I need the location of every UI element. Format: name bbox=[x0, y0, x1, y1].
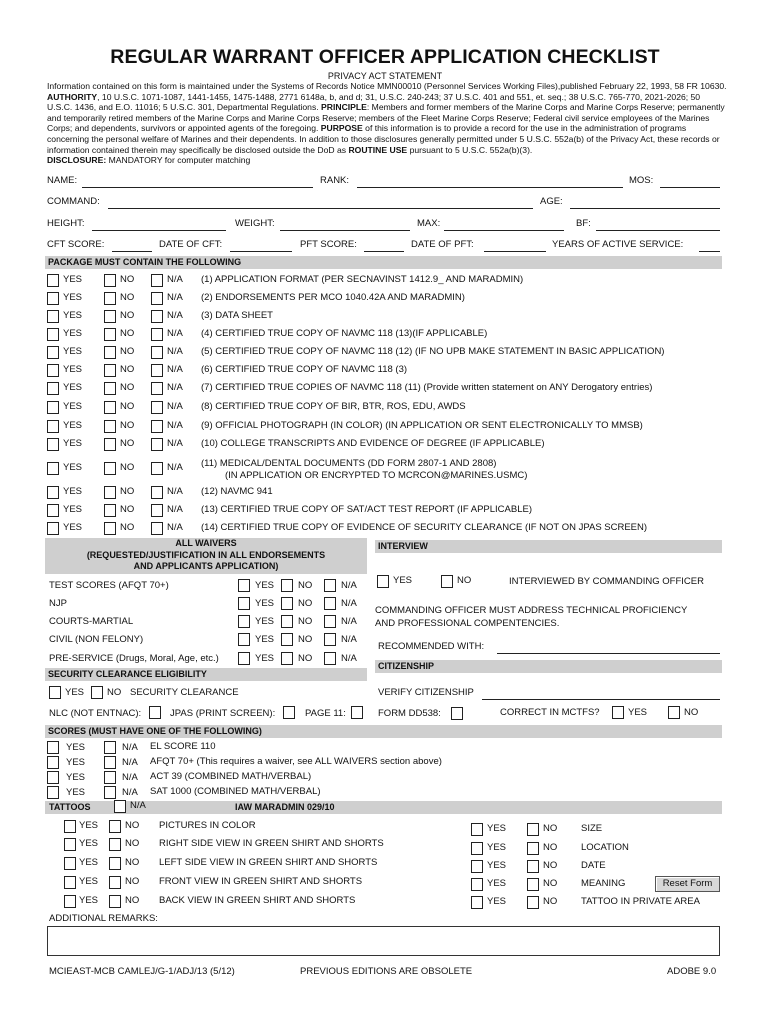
waivers-heading-line2: (REQUESTED/JUSTIFICATION IN ALL ENDORSEMENTS bbox=[86, 549, 326, 560]
package-item-3-yes-label: YES bbox=[63, 310, 83, 321]
package-item-5-yes-checkbox[interactable] bbox=[47, 346, 59, 359]
package-item-7-yes-checkbox[interactable] bbox=[47, 382, 59, 395]
date-cft-label: DATE OF CFT: bbox=[159, 239, 223, 250]
page-title: REGULAR WARRANT OFFICER APPLICATION CHECKLIST bbox=[110, 46, 660, 68]
mctfs-yes-label: YES bbox=[628, 707, 648, 718]
score-4-na-checkbox[interactable] bbox=[104, 786, 116, 799]
additional-remarks-label: ADDITIONAL REMARKS: bbox=[49, 913, 158, 924]
package-item-13-no-label: NO bbox=[120, 504, 135, 515]
package-item-2-no-checkbox[interactable] bbox=[104, 292, 116, 305]
years-service-field[interactable] bbox=[699, 251, 720, 252]
waiver-row-2-yes-label: YES bbox=[255, 598, 275, 609]
package-item-13-no-checkbox[interactable] bbox=[104, 504, 116, 517]
security-yes-checkbox[interactable] bbox=[49, 686, 61, 699]
score-2-na-checkbox[interactable] bbox=[104, 756, 116, 769]
package-item-4-no-checkbox[interactable] bbox=[104, 328, 116, 341]
mctfs-yes-checkbox[interactable] bbox=[612, 706, 624, 719]
package-item-9-text: (9) OFFICIAL PHOTOGRAPH (IN COLOR) (IN APPLICATION OR SENT ELECTRONICALLY TO MMSB) bbox=[201, 420, 643, 431]
waiver-row-5-yes-checkbox[interactable] bbox=[238, 652, 250, 665]
interviewed-by-co-label: INTERVIEWED BY COMMANDING OFFICER bbox=[509, 576, 704, 587]
weight-field[interactable] bbox=[280, 230, 410, 231]
package-item-12-na-label: N/A bbox=[167, 486, 183, 497]
tattoo-right-3-text: DATE bbox=[581, 860, 606, 871]
max-field[interactable] bbox=[444, 230, 564, 231]
tattoo-left-2-no-label: NO bbox=[125, 838, 140, 849]
package-item-7-no-label: NO bbox=[120, 382, 135, 393]
tattoos-heading-bar bbox=[45, 801, 722, 814]
package-item-6-text: (6) CERTIFIED TRUE COPY OF NAVMC 118 (3) bbox=[201, 364, 408, 375]
reset-form-button[interactable]: Reset Form bbox=[655, 876, 720, 892]
tattoo-left-1-no-label: NO bbox=[125, 820, 140, 831]
package-item-3-na-checkbox[interactable] bbox=[151, 310, 163, 323]
package-item-4-na-checkbox[interactable] bbox=[151, 328, 163, 341]
package-item-7-na-checkbox[interactable] bbox=[151, 382, 163, 395]
waiver-row-5-na-label: N/A bbox=[341, 653, 357, 664]
tattoo-left-4-yes-checkbox[interactable] bbox=[64, 876, 76, 889]
security-no-checkbox[interactable] bbox=[91, 686, 103, 699]
package-item-3-na-label: N/A bbox=[167, 310, 183, 321]
package-item-2-no-label: NO bbox=[120, 292, 135, 303]
tattoos-na-label: N/A bbox=[130, 800, 146, 811]
waiver-row-1-no-checkbox[interactable] bbox=[281, 579, 293, 592]
tattoo-left-5-text: BACK VIEW IN GREEN SHIRT AND SHORTS bbox=[159, 895, 356, 906]
rank-field[interactable] bbox=[357, 187, 623, 188]
privacy-text: , 10 U.S.C. 1071-1087, 1441-1455, 1475-1488, 2771 6148a, b, and d; 31, U.S.C. 240-243; 37 U.S.C. 401 and 551, et. seq.; 38 U.S.C. 765-770, 2021-2026; 50 U.S.C. 1436, and E.O. 11016; 5 U.S.C. 301, Departmental Regulations. bbox=[47, 91, 701, 113]
score-1-yes-label: YES bbox=[66, 742, 86, 753]
tattoo-right-2-text: LOCATION bbox=[581, 842, 629, 853]
package-item-13-yes-checkbox[interactable] bbox=[47, 504, 59, 517]
tattoo-right-2-yes-label: YES bbox=[487, 842, 507, 853]
package-item-3-yes-checkbox[interactable] bbox=[47, 310, 59, 323]
waiver-row-3-no-checkbox[interactable] bbox=[281, 615, 293, 628]
date-cft-field[interactable] bbox=[230, 251, 292, 252]
score-3-na-checkbox[interactable] bbox=[104, 771, 116, 784]
tattoo-right-2-no-label: NO bbox=[543, 842, 558, 853]
package-item-11-na-checkbox[interactable] bbox=[151, 462, 163, 475]
score-2-na-label: N/A bbox=[122, 757, 138, 768]
disclosure-label: DISCLOSURE: bbox=[47, 155, 107, 166]
package-item-4-na-label: N/A bbox=[167, 328, 183, 339]
package-item-8-yes-label: YES bbox=[63, 401, 83, 412]
height-field[interactable] bbox=[92, 230, 226, 231]
score-4-text: SAT 1000 (COMBINED MATH/VERBAL) bbox=[150, 786, 321, 797]
tattoo-left-2-text: RIGHT SIDE VIEW IN GREEN SHIRT AND SHORTS bbox=[159, 838, 384, 849]
package-item-5-no-checkbox[interactable] bbox=[104, 346, 116, 359]
package-item-4-yes-label: YES bbox=[63, 328, 83, 339]
package-item-5-yes-label: YES bbox=[63, 346, 83, 357]
score-4-na-label: N/A bbox=[122, 787, 138, 798]
principle-label: PRINCIPLE bbox=[321, 102, 367, 113]
privacy-heading: PRIVACY ACT STATEMENT bbox=[327, 71, 443, 81]
waiver-row-4-na-label: N/A bbox=[341, 634, 357, 645]
waiver-row-5-no-label: NO bbox=[298, 653, 313, 664]
verify-citizenship-field[interactable] bbox=[482, 699, 720, 700]
package-item-12-na-checkbox[interactable] bbox=[151, 486, 163, 499]
package-item-14-no-label: NO bbox=[120, 522, 135, 533]
waiver-row-2-yes-checkbox[interactable] bbox=[238, 597, 250, 610]
tattoo-right-3-no-label: NO bbox=[543, 860, 558, 871]
cft-score-field[interactable] bbox=[112, 251, 152, 252]
score-3-na-label: N/A bbox=[122, 772, 138, 783]
package-item-8-no-label: NO bbox=[120, 401, 135, 412]
tattoo-right-4-text: MEANING bbox=[581, 878, 626, 889]
waiver-row-3-label: COURTS-MARTIAL bbox=[49, 616, 134, 627]
package-item-9-na-checkbox[interactable] bbox=[151, 420, 163, 433]
recommended-with-label: RECOMMENDED WITH: bbox=[378, 641, 485, 652]
package-item-6-no-label: NO bbox=[120, 364, 135, 375]
privacy-text: pursuant to 5 U.S.C. 552a(b)(3). bbox=[409, 144, 533, 155]
package-item-13-text: (13) CERTIFIED TRUE COPY OF SAT/ACT TEST REPORT (IF APPLICABLE) bbox=[201, 504, 532, 515]
package-item-6-na-label: N/A bbox=[167, 364, 183, 375]
package-item-3-text: (3) DATA SHEET bbox=[201, 310, 273, 321]
package-item-5-text: (5) CERTIFIED TRUE COPY OF NAVMC 118 (12) (IF NO UPB MAKE STATEMENT IN BASIC APPLICATION) bbox=[201, 346, 665, 357]
package-item-1-na-label: N/A bbox=[167, 274, 183, 285]
tattoos-heading: TATTOOS bbox=[49, 802, 91, 812]
tattoo-left-4-no-checkbox[interactable] bbox=[109, 876, 121, 889]
package-item-3-no-label: NO bbox=[120, 310, 135, 321]
jpas-checkbox[interactable] bbox=[283, 706, 295, 719]
package-item-10-na-checkbox[interactable] bbox=[151, 438, 163, 451]
waiver-row-3-yes-label: YES bbox=[255, 616, 275, 627]
tattoo-left-4-no-label: NO bbox=[125, 876, 140, 887]
bf-field[interactable] bbox=[596, 230, 720, 231]
rank-label: RANK: bbox=[320, 175, 350, 186]
package-item-9-na-label: N/A bbox=[167, 420, 183, 431]
interview-heading: INTERVIEW bbox=[375, 540, 722, 553]
waivers-heading bbox=[45, 538, 367, 574]
package-item-7-text: (7) CERTIFIED TRUE COPIES OF NAVMC 118 (11) (Provide written statement on ANY Derogatory entries) bbox=[201, 382, 653, 393]
mctfs-no-checkbox[interactable] bbox=[668, 706, 680, 719]
tattoo-left-3-no-checkbox[interactable] bbox=[109, 857, 121, 870]
tattoo-right-4-no-label: NO bbox=[543, 878, 558, 889]
package-item-13-na-checkbox[interactable] bbox=[151, 504, 163, 517]
package-item-6-no-checkbox[interactable] bbox=[104, 364, 116, 377]
waiver-row-4-na-checkbox[interactable] bbox=[324, 633, 336, 646]
package-item-11-na-label: N/A bbox=[167, 462, 183, 473]
package-item-14-yes-label: YES bbox=[63, 522, 83, 533]
waiver-row-3-no-label: NO bbox=[298, 616, 313, 627]
tattoo-right-5-no-checkbox[interactable] bbox=[527, 896, 539, 909]
package-item-2-text: (2) ENDORSEMENTS PER MCO 1040.42A AND MARADMIN) bbox=[201, 292, 465, 303]
mos-field[interactable] bbox=[660, 187, 720, 188]
package-item-13-yes-label: YES bbox=[63, 504, 83, 515]
score-1-text: EL SCORE 110 bbox=[150, 741, 216, 752]
package-item-12-no-label: NO bbox=[120, 486, 135, 497]
package-item-14-na-label: N/A bbox=[167, 522, 183, 533]
score-4-yes-label: YES bbox=[66, 787, 86, 798]
score-1-na-label: N/A bbox=[122, 742, 138, 753]
waiver-row-1-na-checkbox[interactable] bbox=[324, 579, 336, 592]
authority-label: AUTHORITY bbox=[47, 91, 98, 102]
security-no-label: NO bbox=[107, 687, 122, 698]
package-item-14-text: (14) CERTIFIED TRUE COPY OF EVIDENCE OF SECURITY CLEARANCE (IF NOT ON JPAS SCREEN) bbox=[201, 522, 648, 533]
tattoo-right-2-no-checkbox[interactable] bbox=[527, 842, 539, 855]
security-heading: SECURITY CLEARANCE ELIGIBILITY bbox=[45, 668, 367, 681]
age-field[interactable] bbox=[570, 208, 720, 209]
waivers-heading-line3: AND APPLICANTS APPLICATION) bbox=[133, 561, 279, 571]
tattoo-left-4-text: FRONT VIEW IN GREEN SHIRT AND SHORTS bbox=[159, 876, 363, 887]
name-label: NAME: bbox=[47, 175, 78, 186]
tattoo-left-2-yes-label: YES bbox=[79, 838, 99, 849]
package-item-6-yes-checkbox[interactable] bbox=[47, 364, 59, 377]
footer-obsolete: PREVIOUS EDITIONS ARE OBSOLETE bbox=[300, 966, 473, 977]
package-item-6-yes-label: YES bbox=[63, 364, 83, 375]
package-item-14-no-checkbox[interactable] bbox=[104, 522, 116, 535]
package-item-5-na-checkbox[interactable] bbox=[151, 346, 163, 359]
co-address-line2: AND PROFESSIONAL COMPENTENCIES. bbox=[375, 618, 560, 629]
package-item-12-text: (12) NAVMC 941 bbox=[201, 486, 273, 497]
package-item-14-yes-checkbox[interactable] bbox=[47, 522, 59, 535]
max-label: MAX: bbox=[417, 218, 441, 229]
height-label: HEIGHT: bbox=[47, 218, 85, 229]
verify-citizenship-label: VERIFY CITIZENSHIP bbox=[378, 687, 474, 698]
tattoo-right-1-no-label: NO bbox=[543, 823, 558, 834]
tattoo-right-5-yes-label: YES bbox=[487, 896, 507, 907]
package-item-1-yes-checkbox[interactable] bbox=[47, 274, 59, 287]
additional-remarks-field[interactable] bbox=[47, 926, 720, 956]
package-item-8-no-checkbox[interactable] bbox=[104, 401, 116, 414]
tattoo-left-1-yes-label: YES bbox=[79, 820, 99, 831]
interview-yes-checkbox[interactable] bbox=[377, 575, 389, 588]
tattoos-na-checkbox[interactable] bbox=[114, 800, 126, 813]
waiver-row-1-na-label: N/A bbox=[341, 580, 357, 591]
tattoo-left-5-no-label: NO bbox=[125, 895, 140, 906]
tattoo-left-3-yes-label: YES bbox=[79, 857, 99, 868]
package-item-11-yes-label: YES bbox=[63, 462, 83, 473]
waiver-row-3-na-label: N/A bbox=[341, 616, 357, 627]
package-item-13-na-label: N/A bbox=[167, 504, 183, 515]
package-item-7-yes-label: YES bbox=[63, 382, 83, 393]
citizenship-heading: CITIZENSHIP bbox=[375, 660, 722, 673]
package-item-9-yes-checkbox[interactable] bbox=[47, 420, 59, 433]
score-2-text: AFQT 70+ (This requires a waiver, see ALL WAIVERS section above) bbox=[150, 756, 442, 767]
tattoo-right-3-no-checkbox[interactable] bbox=[527, 860, 539, 873]
privacy-text: : Members and former members of the Marine Corps and Marine Corps Reserve; permanently and temporarily retired members of the Marine Corps and Marine Corps Reserve; members of the Fleet Marine Corps Reserve; Federal civil service employees of the Marines Corps; and dependents, survivors or appointed agents of the foregoing. bbox=[47, 102, 725, 134]
form-dd538-checkbox[interactable] bbox=[451, 707, 463, 720]
package-item-5-na-label: N/A bbox=[167, 346, 183, 357]
page11-label: PAGE 11: bbox=[305, 708, 346, 719]
privacy-text: of this information is to provide a record for the use in the administration of programs concerning the personal welfare of Marines and their dependents. In addition to those disclosures generally permitted under 5 U.S.C. 552a(b) of the Privacy Act, these records or information contained therein may specifically be disclosed outside the DoD as bbox=[47, 123, 720, 155]
tattoo-left-5-yes-checkbox[interactable] bbox=[64, 895, 76, 908]
age-label: AGE: bbox=[540, 196, 563, 207]
score-3-yes-label: YES bbox=[66, 772, 86, 783]
tattoo-right-5-yes-checkbox[interactable] bbox=[471, 896, 483, 909]
waiver-row-5-yes-label: YES bbox=[255, 653, 275, 664]
package-item-10-yes-label: YES bbox=[63, 438, 83, 449]
package-item-3-no-checkbox[interactable] bbox=[104, 310, 116, 323]
waiver-row-1-yes-checkbox[interactable] bbox=[238, 579, 250, 592]
tattoo-right-1-no-checkbox[interactable] bbox=[527, 823, 539, 836]
waivers-heading-line1: ALL WAIVERS bbox=[175, 538, 237, 548]
waiver-row-1-yes-label: YES bbox=[255, 580, 275, 591]
waiver-row-3-yes-checkbox[interactable] bbox=[238, 615, 250, 628]
waiver-row-2-na-checkbox[interactable] bbox=[324, 597, 336, 610]
cft-score-label: CFT SCORE: bbox=[47, 239, 105, 250]
waiver-row-5-na-checkbox[interactable] bbox=[324, 652, 336, 665]
date-pft-field[interactable] bbox=[484, 251, 546, 252]
waiver-row-2-no-checkbox[interactable] bbox=[281, 597, 293, 610]
nlc-label: NLC (NOT ENTNAC): bbox=[49, 708, 142, 719]
waiver-row-4-label: CIVIL (NON FELONY) bbox=[49, 634, 144, 645]
package-item-9-no-label: NO bbox=[120, 420, 135, 431]
waiver-row-3-na-checkbox[interactable] bbox=[324, 615, 336, 628]
tattoo-left-5-yes-label: YES bbox=[79, 895, 99, 906]
tattoo-right-4-yes-checkbox[interactable] bbox=[471, 878, 483, 891]
waiver-row-5-label: PRE-SERVICE (Drugs, Moral, Age, etc.) bbox=[49, 653, 219, 664]
package-item-1-text: (1) APPLICATION FORMAT (PER SECNAVINST 1412.9_ AND MARADMIN) bbox=[201, 274, 524, 285]
package-item-1-no-checkbox[interactable] bbox=[104, 274, 116, 287]
tattoo-right-2-yes-checkbox[interactable] bbox=[471, 842, 483, 855]
waiver-row-1-label: TEST SCORES (AFQT 70+) bbox=[49, 580, 169, 591]
tattoo-right-1-yes-checkbox[interactable] bbox=[471, 823, 483, 836]
package-item-4-yes-checkbox[interactable] bbox=[47, 328, 59, 341]
waiver-row-1-no-label: NO bbox=[298, 580, 313, 591]
purpose-label: PURPOSE bbox=[320, 123, 363, 134]
waiver-row-4-no-checkbox[interactable] bbox=[281, 633, 293, 646]
package-item-7-no-checkbox[interactable] bbox=[104, 382, 116, 395]
tattoo-left-4-yes-label: YES bbox=[79, 876, 99, 887]
correct-in-mctfs-label: CORRECT IN MCTFS? bbox=[500, 707, 600, 718]
tattoo-left-3-text: LEFT SIDE VIEW IN GREEN SHIRT AND SHORTS bbox=[159, 857, 378, 868]
tattoo-left-3-yes-checkbox[interactable] bbox=[64, 857, 76, 870]
tattoo-right-5-text: TATTOO IN PRIVATE AREA bbox=[581, 896, 700, 907]
package-item-4-no-label: NO bbox=[120, 328, 135, 339]
score-3-yes-checkbox[interactable] bbox=[47, 771, 59, 784]
recommended-with-field[interactable] bbox=[497, 653, 720, 654]
waiver-row-2-no-label: NO bbox=[298, 598, 313, 609]
pft-score-label: PFT SCORE: bbox=[300, 239, 357, 250]
mos-label: MOS: bbox=[629, 175, 654, 186]
tattoo-left-1-text: PICTURES IN COLOR bbox=[159, 820, 256, 831]
tattoo-right-4-no-checkbox[interactable] bbox=[527, 878, 539, 891]
tattoo-left-1-no-checkbox[interactable] bbox=[109, 820, 121, 833]
package-item-11-line2: (IN APPLICATION OR ENCRYPTED TO MCRCON@MARINES.USMC) bbox=[225, 470, 528, 481]
security-clearance-label: SECURITY CLEARANCE bbox=[130, 687, 239, 698]
package-item-12-yes-label: YES bbox=[63, 486, 83, 497]
scores-heading: SCORES (MUST HAVE ONE OF THE FOLLOWING) bbox=[45, 725, 722, 738]
form-dd538-label: FORM DD538: bbox=[378, 708, 441, 719]
tattoo-left-1-yes-checkbox[interactable] bbox=[64, 820, 76, 833]
package-heading: PACKAGE MUST CONTAIN THE FOLLOWING bbox=[45, 256, 722, 269]
package-item-5-no-label: NO bbox=[120, 346, 135, 357]
waiver-row-5-no-checkbox[interactable] bbox=[281, 652, 293, 665]
waiver-row-2-na-label: N/A bbox=[341, 598, 357, 609]
tattoo-left-2-yes-checkbox[interactable] bbox=[64, 838, 76, 851]
package-item-1-yes-label: YES bbox=[63, 274, 83, 285]
package-item-6-na-checkbox[interactable] bbox=[151, 364, 163, 377]
tattoo-right-1-yes-label: YES bbox=[487, 823, 507, 834]
package-item-1-na-checkbox[interactable] bbox=[151, 274, 163, 287]
package-item-4-text: (4) CERTIFIED TRUE COPY OF NAVMC 118 (13)(IF APPLICABLE) bbox=[201, 328, 488, 339]
tattoo-left-3-no-label: NO bbox=[125, 857, 140, 868]
waiver-row-4-yes-label: YES bbox=[255, 634, 275, 645]
package-item-2-na-label: N/A bbox=[167, 292, 183, 303]
co-address-line1: COMMANDING OFFICER MUST ADDRESS TECHNICAL PROFICIENCY bbox=[375, 605, 688, 616]
score-1-na-checkbox[interactable] bbox=[104, 741, 116, 754]
score-2-yes-checkbox[interactable] bbox=[47, 756, 59, 769]
package-item-8-na-label: N/A bbox=[167, 401, 183, 412]
score-1-yes-checkbox[interactable] bbox=[47, 741, 59, 754]
interview-no-label: NO bbox=[457, 575, 472, 586]
page11-checkbox[interactable] bbox=[351, 706, 363, 719]
name-field[interactable] bbox=[82, 187, 313, 188]
privacy-text: MANDATORY for computer matching bbox=[108, 155, 251, 166]
tattoo-right-3-yes-checkbox[interactable] bbox=[471, 860, 483, 873]
interview-yes-label: YES bbox=[393, 575, 413, 586]
tattoo-right-1-text: SIZE bbox=[581, 823, 603, 834]
date-pft-label: DATE OF PFT: bbox=[411, 239, 474, 250]
mctfs-no-label: NO bbox=[684, 707, 699, 718]
tattoo-right-4-yes-label: YES bbox=[487, 878, 507, 889]
package-item-2-na-checkbox[interactable] bbox=[151, 292, 163, 305]
package-item-11-yes-checkbox[interactable] bbox=[47, 462, 59, 475]
score-4-yes-checkbox[interactable] bbox=[47, 786, 59, 799]
score-2-yes-label: YES bbox=[66, 757, 86, 768]
tattoo-right-3-yes-label: YES bbox=[487, 860, 507, 871]
package-item-2-yes-label: YES bbox=[63, 292, 83, 303]
privacy-text: Information contained on this form is maintained under the Systems of Records Notice MMN00010 (Personnel Services Working Files),published February 22, 1993, 58 FR 10630. bbox=[47, 81, 727, 91]
weight-label: WEIGHT: bbox=[235, 218, 275, 229]
package-item-10-text: (10) COLLEGE TRANSCRIPTS AND EVIDENCE OF DEGREE (IF APPLICABLE) bbox=[201, 438, 545, 449]
tattoos-iaw: IAW MARADMIN 029/10 bbox=[235, 802, 335, 812]
package-item-11-no-checkbox[interactable] bbox=[104, 462, 116, 475]
nlc-checkbox[interactable] bbox=[149, 706, 161, 719]
tattoo-left-2-no-checkbox[interactable] bbox=[109, 838, 121, 851]
footer-form-number: MCIEAST-MCB CAMLEJ/G-1/ADJ/13 (5/12) bbox=[49, 966, 235, 977]
package-item-9-no-checkbox[interactable] bbox=[104, 420, 116, 433]
package-item-1-no-label: NO bbox=[120, 274, 135, 285]
package-item-7-na-label: N/A bbox=[167, 382, 183, 393]
package-item-12-yes-checkbox[interactable] bbox=[47, 486, 59, 499]
security-yes-label: YES bbox=[65, 687, 85, 698]
package-item-9-yes-label: YES bbox=[63, 420, 83, 431]
command-label: COMMAND: bbox=[47, 196, 100, 207]
years-service-label: YEARS OF ACTIVE SERVICE: bbox=[552, 239, 684, 250]
package-item-8-text: (8) CERTIFIED TRUE COPY OF BIR, BTR, ROS, EDU, AWDS bbox=[201, 401, 466, 412]
tattoo-left-5-no-checkbox[interactable] bbox=[109, 895, 121, 908]
waiver-row-4-yes-checkbox[interactable] bbox=[238, 633, 250, 646]
package-item-10-no-label: NO bbox=[120, 438, 135, 449]
waiver-row-4-no-label: NO bbox=[298, 634, 313, 645]
package-item-8-na-checkbox[interactable] bbox=[151, 401, 163, 414]
waiver-row-2-label: NJP bbox=[49, 598, 67, 609]
bf-label: BF: bbox=[576, 218, 591, 229]
package-item-14-na-checkbox[interactable] bbox=[151, 522, 163, 535]
tattoo-right-5-no-label: NO bbox=[543, 896, 558, 907]
package-item-11-no-label: NO bbox=[120, 462, 135, 473]
command-field[interactable] bbox=[108, 208, 533, 209]
interview-no-checkbox[interactable] bbox=[441, 575, 453, 588]
package-item-10-yes-checkbox[interactable] bbox=[47, 438, 59, 451]
package-item-2-yes-checkbox[interactable] bbox=[47, 292, 59, 305]
package-item-11-text: (11) MEDICAL/DENTAL DOCUMENTS (DD FORM 2807-1 AND 2808) bbox=[201, 458, 497, 469]
footer-adobe: ADOBE 9.0 bbox=[667, 966, 717, 977]
score-3-text: ACT 39 (COMBINED MATH/VERBAL) bbox=[150, 771, 312, 782]
privacy-statement bbox=[47, 81, 727, 166]
package-item-12-no-checkbox[interactable] bbox=[104, 486, 116, 499]
package-item-10-na-label: N/A bbox=[167, 438, 183, 449]
jpas-label: JPAS (PRINT SCREEN): bbox=[170, 708, 276, 719]
routine-use-label: ROUTINE USE bbox=[348, 144, 408, 155]
package-item-10-no-checkbox[interactable] bbox=[104, 438, 116, 451]
pft-score-field[interactable] bbox=[364, 251, 404, 252]
package-item-8-yes-checkbox[interactable] bbox=[47, 401, 59, 414]
